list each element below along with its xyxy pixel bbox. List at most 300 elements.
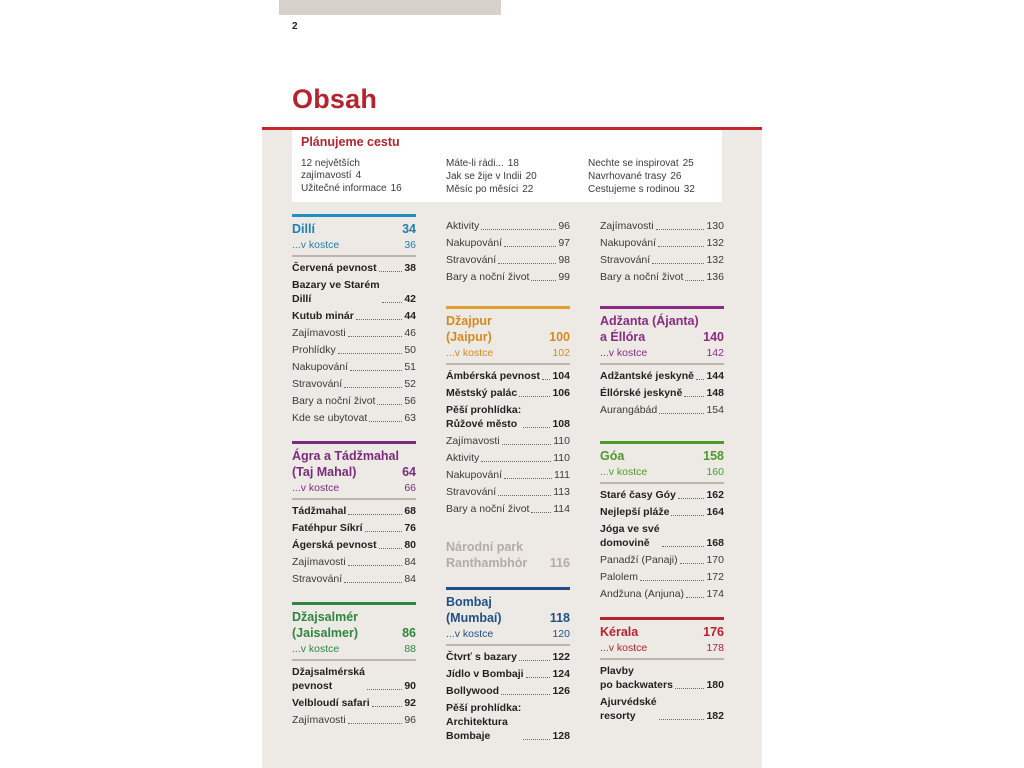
section-glance[interactable] — [292, 239, 416, 257]
toc-entry[interactable] — [600, 522, 724, 550]
section-page: 86 — [402, 626, 416, 640]
dot-leader — [652, 263, 704, 264]
section-title: Ágra a Tádžmahal (Taj Mahal) — [292, 449, 399, 479]
entry-page: 38 — [404, 262, 416, 274]
toc-entry[interactable] — [600, 270, 724, 284]
toc-entry[interactable] — [446, 684, 570, 698]
entry-title: Zajímavosti — [600, 220, 654, 232]
glance-label: ...v kostce — [600, 347, 648, 359]
dot-leader — [685, 280, 704, 281]
entry-title: Zajímavosti — [292, 556, 346, 568]
toc-entry[interactable] — [446, 403, 570, 431]
dot-leader — [640, 580, 705, 581]
entry-page: 84 — [404, 556, 416, 568]
section-heading[interactable] — [292, 221, 416, 237]
entry-page: 76 — [404, 522, 416, 534]
glance-label: ...v kostce — [600, 466, 648, 478]
section-page: 64 — [402, 465, 416, 479]
entry-title: Fatéhpur Síkrí — [292, 522, 363, 534]
section-glance[interactable] — [446, 347, 570, 365]
top-decor-bar — [279, 0, 501, 15]
entry-title: Bary a noční život — [446, 271, 530, 283]
toc-entry[interactable] — [446, 650, 570, 664]
section-kerala — [600, 617, 724, 723]
toc-entry[interactable] — [292, 538, 416, 552]
toc-entry[interactable] — [292, 309, 416, 323]
planning-item[interactable] — [588, 171, 718, 183]
entry-page: 80 — [404, 539, 416, 551]
dot-leader — [519, 396, 550, 397]
entry-title: Ajurvédské resorty — [600, 696, 657, 722]
dot-leader — [531, 512, 551, 513]
section-heading[interactable] — [446, 313, 570, 345]
section-glance[interactable] — [292, 482, 416, 500]
dot-leader — [338, 353, 403, 354]
entry-title: Aktivity — [446, 220, 480, 232]
toc-entry[interactable] — [292, 696, 416, 710]
entry-page: 44 — [404, 310, 416, 322]
dot-leader — [519, 660, 550, 661]
toc-entry[interactable] — [600, 587, 724, 601]
dot-leader — [382, 302, 403, 303]
planning-item[interactable] — [588, 158, 718, 170]
entry-page: 106 — [552, 387, 570, 399]
entry-page: 84 — [404, 573, 416, 585]
toc-entry[interactable] — [292, 326, 416, 340]
entry-title: Stravování — [292, 573, 343, 585]
entry-page: 132 — [706, 237, 724, 249]
toc-column-1 — [292, 214, 416, 730]
section-glance[interactable] — [600, 642, 724, 660]
dot-leader — [675, 688, 705, 689]
toc-entry[interactable] — [600, 488, 724, 502]
section-glance[interactable] — [446, 628, 570, 646]
section-jaisalmer — [292, 602, 416, 727]
entry-title: Jak se žije v Indii — [446, 171, 522, 182]
section-title: Džajpur (Jaipur) — [446, 314, 492, 344]
dot-leader — [356, 319, 402, 320]
entry-title: Ágerská pevnost — [292, 539, 377, 551]
entry-page: 98 — [558, 254, 570, 266]
entry-title: Navrhované trasy — [588, 171, 667, 182]
dot-leader — [662, 546, 705, 547]
toc-entry[interactable] — [600, 219, 724, 233]
entry-page: 124 — [552, 668, 570, 680]
entry-page: 26 — [670, 171, 682, 182]
entry-page: 20 — [525, 171, 537, 182]
entry-page: 16 — [390, 183, 402, 194]
toc-entry[interactable] — [600, 253, 724, 267]
section-glance[interactable] — [600, 466, 724, 484]
section-delhi — [292, 214, 416, 425]
dot-leader — [526, 677, 551, 678]
toc-entry[interactable] — [292, 521, 416, 535]
section-ranthambhor — [446, 532, 570, 571]
dot-leader — [678, 498, 705, 499]
entry-page: 154 — [706, 404, 724, 416]
entry-page: 126 — [552, 685, 570, 697]
glance-label: ...v kostce — [600, 642, 648, 654]
entry-page: 148 — [706, 387, 724, 399]
section-heading[interactable] — [600, 313, 724, 345]
entry-title: Nakupování — [292, 361, 349, 373]
entry-title: Užitečné informace — [301, 183, 387, 194]
section-rule — [292, 214, 416, 217]
planning-column — [446, 158, 573, 197]
entry-page: 18 — [507, 158, 519, 169]
glance-label: ...v kostce — [292, 643, 340, 655]
dot-leader — [659, 413, 704, 414]
entry-title: Ámbérská pevnost — [446, 370, 540, 382]
entry-title: Červená pevnost — [292, 262, 377, 274]
toc-entry[interactable] — [292, 411, 416, 425]
section-page: 118 — [549, 611, 570, 625]
dot-leader — [501, 694, 550, 695]
glance-label: ...v kostce — [292, 239, 340, 251]
page-number: 2 — [292, 21, 298, 32]
dot-leader — [369, 421, 402, 422]
entry-page: 97 — [558, 237, 570, 249]
entry-page: 111 — [554, 469, 570, 481]
section-page: 116 — [549, 556, 570, 570]
entry-page: 130 — [706, 220, 724, 232]
dot-leader — [481, 229, 556, 230]
glance-page: 88 — [404, 643, 416, 655]
section-rule — [600, 617, 724, 620]
entry-title: Velbloudí safari — [292, 697, 370, 709]
entry-title: Pěší prohlídka: Architektura Bombaje — [446, 702, 522, 742]
entry-title: Máte-li rádi... — [446, 158, 504, 169]
section-rule — [292, 441, 416, 444]
entry-title: Jóga ve své domovině — [600, 523, 660, 549]
dot-leader — [684, 396, 704, 397]
section-glance[interactable] — [600, 347, 724, 365]
glance-page: 178 — [706, 642, 724, 654]
section-goa — [600, 441, 724, 601]
section-title: Adžanta (Ájanta) a Éllóra — [600, 314, 699, 344]
dot-leader — [348, 336, 403, 337]
entry-title: Cestujeme s rodinou — [588, 184, 680, 195]
entry-page: 96 — [558, 220, 570, 232]
section-page: 158 — [703, 449, 724, 463]
entry-title: Jídlo v Bombaji — [446, 668, 524, 680]
glance-label: ...v kostce — [446, 347, 494, 359]
glance-label: ...v kostce — [292, 482, 340, 494]
entry-title: Nakupování — [600, 237, 657, 249]
entry-page: 170 — [706, 554, 724, 566]
section-rule — [600, 441, 724, 444]
entry-page: 162 — [706, 489, 724, 501]
section-page: 34 — [402, 222, 416, 236]
toc-entry[interactable] — [292, 713, 416, 727]
toc-entry[interactable] — [600, 403, 724, 417]
toc-entry[interactable] — [600, 553, 724, 567]
dot-leader — [379, 548, 403, 549]
toc-entry[interactable] — [600, 369, 724, 383]
section-rule — [600, 306, 724, 309]
entry-title: Bollywood — [446, 685, 500, 697]
toc-entry[interactable] — [600, 664, 724, 692]
entry-page: 168 — [706, 537, 724, 549]
planning-item[interactable] — [588, 184, 718, 196]
entry-page: 68 — [404, 505, 416, 517]
section-continued — [600, 219, 724, 284]
toc-entry[interactable] — [292, 572, 416, 586]
entry-title: Stravování — [446, 486, 497, 498]
entry-title: Andžuna (Anjuna) — [600, 588, 685, 600]
entry-page: 42 — [404, 293, 416, 305]
entry-title: Nejlepší pláže — [600, 506, 670, 518]
section-jaipur — [446, 306, 570, 516]
glance-page: 102 — [552, 347, 570, 359]
dot-leader — [531, 280, 556, 281]
entry-page: 122 — [552, 651, 570, 663]
entry-title: Stravování — [446, 254, 497, 266]
toc-entry[interactable] — [446, 485, 570, 499]
planning-item[interactable] — [301, 158, 436, 182]
entry-page: 104 — [552, 370, 570, 382]
glance-page: 36 — [404, 239, 416, 251]
entry-title: Městský palác — [446, 387, 518, 399]
glance-page: 120 — [552, 628, 570, 640]
entry-title: Nakupování — [446, 237, 503, 249]
dot-leader — [350, 370, 402, 371]
dot-leader — [523, 427, 550, 428]
section-title: Národní park Ranthambhór — [446, 540, 528, 570]
toc-entry[interactable] — [446, 270, 570, 284]
entry-title: Panadží (Panaji) — [600, 554, 678, 566]
toc-entry[interactable] — [292, 377, 416, 391]
toc-entry[interactable] — [446, 701, 570, 743]
planning-item[interactable] — [301, 183, 436, 195]
section-entries — [292, 504, 416, 586]
entry-page: 52 — [404, 378, 416, 390]
toc-column-2 — [446, 214, 570, 746]
section-rule — [446, 532, 570, 535]
dot-leader — [658, 246, 704, 247]
entry-page: 92 — [404, 697, 416, 709]
entry-title: Kutub minár — [292, 310, 354, 322]
section-entries — [600, 488, 724, 601]
section-rule — [292, 602, 416, 605]
toc-entry[interactable] — [292, 360, 416, 374]
section-agra — [292, 441, 416, 586]
dot-leader — [498, 495, 551, 496]
planning-box — [292, 130, 722, 202]
dot-leader — [372, 706, 403, 707]
entry-title: Zajímavosti — [292, 327, 346, 339]
entry-title: Nechte se inspirovat — [588, 158, 679, 169]
section-glance[interactable] — [292, 643, 416, 661]
toc-entry[interactable] — [600, 570, 724, 584]
planning-column — [301, 158, 436, 196]
entry-page: 108 — [552, 418, 570, 430]
toc-entry[interactable] — [446, 253, 570, 267]
entry-title: Plavby po backwaters — [600, 665, 673, 691]
section-rule — [446, 306, 570, 309]
dot-leader — [481, 461, 551, 462]
entry-page: 136 — [706, 271, 724, 283]
dot-leader — [344, 582, 402, 583]
dot-leader — [367, 689, 402, 690]
planning-title: Plánujeme cestu — [301, 135, 400, 149]
page-title: Obsah — [292, 84, 378, 114]
dot-leader — [348, 723, 403, 724]
entry-title: Nakupování — [446, 469, 503, 481]
dot-leader — [686, 597, 704, 598]
toc-entry[interactable] — [292, 278, 416, 306]
toc-entry[interactable] — [446, 434, 570, 448]
planning-item[interactable] — [446, 158, 573, 170]
dot-leader — [671, 515, 704, 516]
toc-entry[interactable] — [600, 505, 724, 519]
entry-title: Prohlídky — [292, 344, 336, 356]
entry-page: 56 — [404, 395, 416, 407]
dot-leader — [498, 263, 556, 264]
dot-leader — [502, 444, 552, 445]
section-title: Dillí — [292, 222, 315, 236]
section-entries — [292, 665, 416, 727]
entry-page: 96 — [404, 714, 416, 726]
section-ajanta — [600, 306, 724, 417]
entry-page: 132 — [706, 254, 724, 266]
section-title: Kérala — [600, 625, 639, 639]
section-heading[interactable] — [292, 609, 416, 641]
section-title: Džajsalmér (Jaisalmer) — [292, 610, 359, 640]
entry-page: 144 — [706, 370, 724, 382]
entry-page: 51 — [404, 361, 416, 373]
section-entries — [600, 369, 724, 417]
toc-entry[interactable] — [600, 236, 724, 250]
entry-page: 99 — [558, 271, 570, 283]
entry-page: 90 — [404, 680, 416, 692]
dot-leader — [379, 271, 403, 272]
toc-entry[interactable] — [292, 394, 416, 408]
entry-title: Bary a noční život — [446, 503, 530, 515]
entry-page: 114 — [553, 503, 570, 515]
dot-leader — [542, 379, 551, 380]
section-mumbai — [446, 587, 570, 743]
entry-page: 172 — [706, 571, 724, 583]
planning-item[interactable] — [446, 184, 573, 196]
toc-entry[interactable] — [292, 343, 416, 357]
entry-page: 164 — [706, 506, 724, 518]
planning-item[interactable] — [446, 171, 573, 183]
toc-column-3 — [600, 214, 724, 726]
entry-page: 63 — [404, 412, 416, 424]
section-entries — [446, 369, 570, 516]
entry-page: 22 — [522, 184, 534, 195]
planning-column — [588, 158, 718, 197]
section-entries — [600, 219, 724, 284]
entry-page: 182 — [706, 710, 724, 722]
dot-leader — [504, 246, 556, 247]
section-heading[interactable] — [600, 624, 724, 640]
dot-leader — [348, 565, 403, 566]
section-title: Bombaj (Mumbaí) — [446, 595, 502, 625]
dot-leader — [348, 514, 402, 515]
entry-title: Bazary ve Starém Dillí — [292, 279, 380, 305]
entry-page: 110 — [553, 452, 570, 464]
entry-title: Měsíc po měsíci — [446, 184, 519, 195]
toc-entry[interactable] — [446, 369, 570, 383]
entry-title: Bary a noční život — [600, 271, 684, 283]
entry-title: Aktivity — [446, 452, 480, 464]
toc-entry[interactable] — [292, 665, 416, 693]
entry-page: 113 — [553, 486, 570, 498]
toc-entry[interactable] — [446, 236, 570, 250]
section-entries — [292, 261, 416, 425]
dot-leader — [365, 531, 403, 532]
entry-page: 32 — [683, 184, 695, 195]
toc-entry[interactable] — [446, 219, 570, 233]
section-heading[interactable] — [446, 594, 570, 626]
section-heading[interactable] — [292, 448, 416, 480]
entry-title: Čtvrť s bazary — [446, 651, 517, 663]
entry-page: 110 — [553, 435, 570, 447]
glance-label: ...v kostce — [446, 628, 494, 640]
section-heading[interactable] — [446, 539, 570, 571]
entry-page: 4 — [355, 170, 362, 181]
section-page: 140 — [703, 330, 724, 344]
section-page: 176 — [703, 625, 724, 639]
entry-title: Stravování — [292, 378, 343, 390]
section-title: Góa — [600, 449, 625, 463]
entry-page: 25 — [682, 158, 694, 169]
section-page: 100 — [549, 330, 570, 344]
section-entries — [600, 664, 724, 723]
toc-entry[interactable] — [446, 667, 570, 681]
entry-title: Adžantské jeskyně — [600, 370, 694, 382]
entry-title: Éllórské jeskyně — [600, 387, 683, 399]
entry-page: 180 — [706, 679, 724, 691]
entry-page: 174 — [706, 588, 724, 600]
section-entries — [446, 650, 570, 743]
entry-title: Palolem — [600, 571, 638, 583]
entry-title: Zajímavosti — [446, 435, 500, 447]
glance-page: 66 — [404, 482, 416, 494]
entry-title: Zajímavosti — [292, 714, 346, 726]
entry-title: Kde se ubytovat — [292, 412, 368, 424]
toc-entry[interactable] — [600, 386, 724, 400]
dot-leader — [696, 379, 705, 380]
toc-entry[interactable] — [292, 555, 416, 569]
entry-title: Bary a noční život — [292, 395, 376, 407]
entry-page: 50 — [404, 344, 416, 356]
entry-title: Džajsalmérská pevnost — [292, 666, 365, 692]
entry-title: Pěší prohlídka: Růžové město — [446, 404, 522, 430]
entry-page: 46 — [404, 327, 416, 339]
toc-entry[interactable] — [600, 695, 724, 723]
entry-title: Stravování — [600, 254, 651, 266]
dot-leader — [344, 387, 402, 388]
dot-leader — [504, 478, 552, 479]
section-continued — [446, 219, 570, 284]
toc-entry[interactable] — [446, 468, 570, 482]
section-heading[interactable] — [600, 448, 724, 464]
entry-title: Staré časy Góy — [600, 489, 676, 501]
entry-title: Tádžmahal — [292, 505, 347, 517]
toc-entry[interactable] — [292, 261, 416, 275]
dot-leader — [523, 739, 550, 740]
toc-entry[interactable] — [292, 504, 416, 518]
toc-entry[interactable] — [446, 451, 570, 465]
toc-entry[interactable] — [446, 386, 570, 400]
section-entries — [446, 219, 570, 284]
entry-title: Aurangábád — [600, 404, 658, 416]
toc-entry[interactable] — [446, 502, 570, 516]
dot-leader — [377, 404, 402, 405]
